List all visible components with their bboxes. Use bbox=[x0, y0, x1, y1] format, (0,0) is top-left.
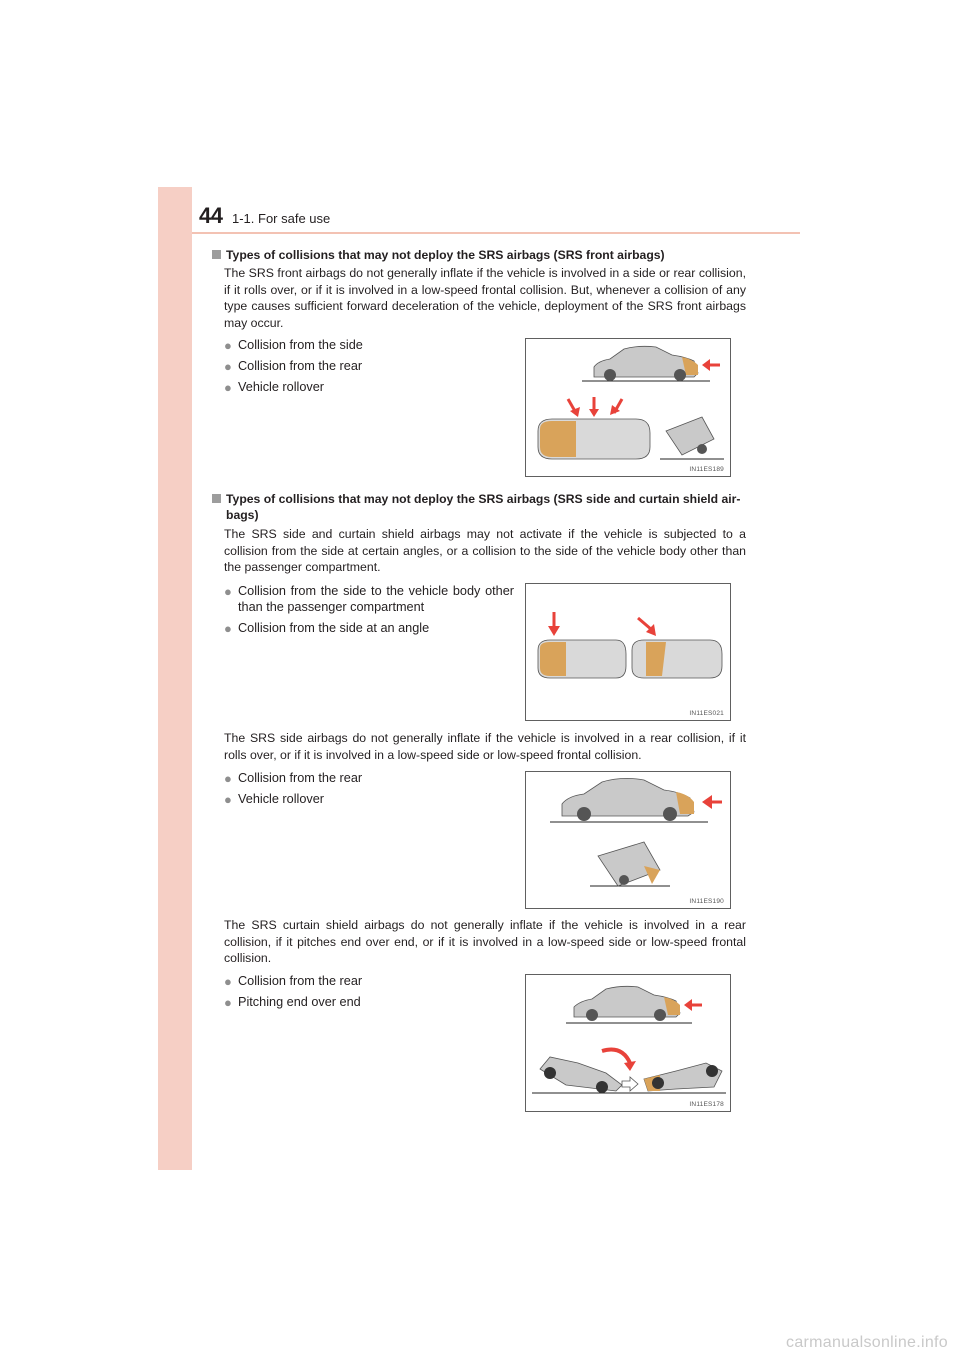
list-item: ● Vehicle rollover bbox=[224, 380, 325, 395]
bullet-dot-icon: ● bbox=[224, 995, 232, 1010]
figure-side-angle-collision bbox=[525, 583, 731, 721]
watermark: carmanualsonline.info bbox=[786, 1334, 948, 1351]
square-bullet-icon bbox=[212, 250, 221, 259]
figure-rear-rollover bbox=[525, 771, 731, 909]
paragraph-side-curtain-airbags: The SRS side and curtain shield airbags may not activate if the vehicle is subjected to a collision from the side at certain angles, or a collision to the side of the vehicle body other than the passenger compartment. bbox=[224, 527, 746, 574]
list-item: ● Collision from the side at an angle bbox=[224, 621, 430, 636]
heading-front-airbags: Types of collisions that may not deploy the SRS airbags (SRS front airbags) bbox=[212, 247, 751, 263]
bullet-dot-icon: ● bbox=[224, 584, 232, 599]
figure-code: IN11ES021 bbox=[689, 710, 724, 717]
section-title: 1-1. For safe use bbox=[232, 211, 331, 226]
collision-illustration bbox=[526, 584, 731, 721]
list-item: ● Collision from the rear bbox=[224, 771, 363, 786]
square-bullet-icon bbox=[212, 494, 221, 503]
collision-illustration bbox=[526, 339, 731, 477]
bullet-dot-icon: ● bbox=[224, 792, 232, 807]
page-number: 44 bbox=[199, 203, 223, 228]
bullet-dot-icon: ● bbox=[224, 380, 232, 395]
figure-code: IN11ES190 bbox=[689, 898, 724, 905]
bullet-dot-icon: ● bbox=[224, 974, 232, 989]
bullet-dot-icon: ● bbox=[224, 359, 232, 374]
bullet-dot-icon: ● bbox=[224, 621, 232, 636]
chapter-sidebar-tab bbox=[158, 187, 192, 1170]
bullet-dot-icon: ● bbox=[224, 338, 232, 353]
collision-illustration bbox=[526, 772, 731, 909]
list-item: ● Collision from the rear bbox=[224, 974, 363, 989]
list-item: ● Collision from the side bbox=[224, 338, 363, 353]
figure-front-collision-types bbox=[525, 338, 731, 477]
bullet-dot-icon: ● bbox=[224, 771, 232, 786]
paragraph-side-airbags: The SRS side airbags do not generally inflate if the vehicle is involved in a rear collision, if it rolls over, or if it is involved in a low-speed side or low-speed frontal collision. bbox=[224, 731, 746, 762]
list-item: ● Pitching end over end bbox=[224, 995, 361, 1010]
list-item: ● Vehicle rollover bbox=[224, 792, 325, 807]
paragraph-curtain-airbags: The SRS curtain shield airbags do not generally inflate if the vehicle is involved in a rear collision, if it pitches end over end, or if it is involved in a low-speed side or low-speed frontal collision. bbox=[224, 918, 746, 965]
header-rule bbox=[192, 232, 800, 234]
heading-side-curtain-airbags: Types of collisions that may not deploy the SRS airbags (SRS side and curtain shield air-bags) bbox=[212, 491, 751, 523]
figure-rear-pitching bbox=[525, 974, 731, 1112]
figure-code: IN11ES178 bbox=[689, 1101, 724, 1108]
figure-code: IN11ES189 bbox=[689, 466, 724, 473]
list-item: ● Collision from the rear bbox=[224, 359, 363, 374]
collision-illustration bbox=[526, 975, 731, 1112]
paragraph-front-airbags: The SRS front airbags do not generally inflate if the vehicle is involved in a side or rear collision, if it rolls over, or if it is involved in a low-speed frontal collision. But, whenever a collision of any type causes sufficient forward deceleration of the vehicle, deployment of the SRS front airbags may occur. bbox=[224, 266, 746, 330]
list-item: ● Collision from the side to the vehicle body other than the passenger compartment bbox=[224, 584, 514, 614]
